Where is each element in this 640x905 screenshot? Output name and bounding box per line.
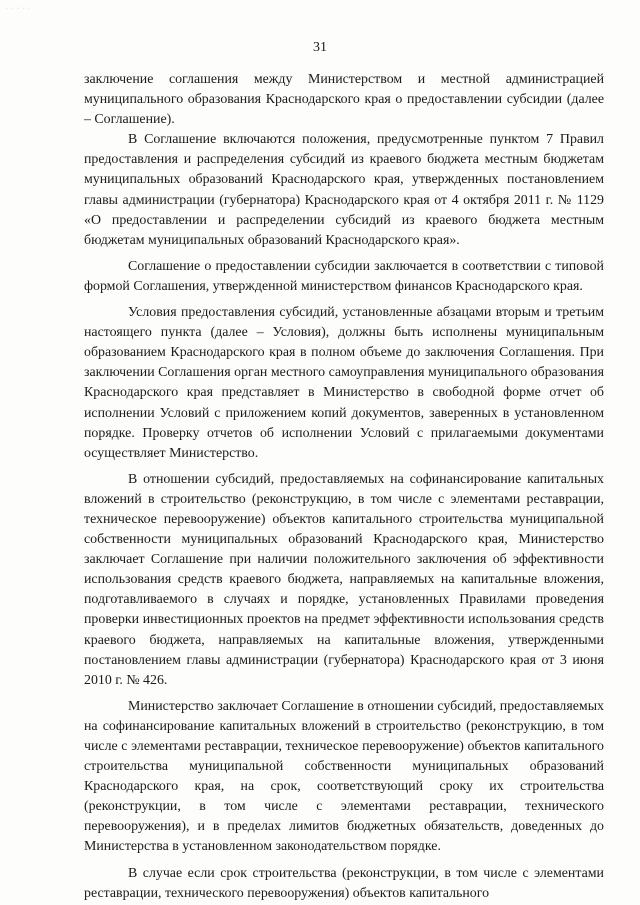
paragraph-7: В случае если срок строительства (реконструкции, в том числе с элементами реставрации, технического перевооружения) объектов капитального: [84, 865, 604, 901]
paragraph-6: Министерство заключает Соглашение в отношении субсидий, предоставляемых на софинансирование капитальных вложений в строительство (реконструкцию, в том числе с элементами реставрации, техническое перевооружение) объектов капитального строительства муниципальной собственности муниципальных образований Краснодарского края, на срок, соответствующий сроку их строительства (реконструкции, в том числе с элементами реставрации, технического перевооружения), и в пределах лимитов бюджетных обязательств, доведенных до Министерства в установленном законодательством порядке.: [84, 698, 604, 855]
paragraph-4: Условия предоставления субсидий, установленные абзацами вторым и третьим настоящего пункта (далее – Условия), должны быть исполнены муниципальным образованием Краснодарского края в полном объеме до заключения Соглашения. При заключении Соглашения орган местного самоуправления муниципального образования Краснодарского края представляет в Министерство в свободной форме отчет об исполнении Условий с приложением копий документов, заверенных в установленном порядке. Проверку отчетов об исполнении Условий с прилагаемыми документами осуществляет Министерство.: [84, 305, 604, 461]
paragraph-1: заключение соглашения между Министерством и местной администрацией муниципального образования Краснодарского края о предоставлении субсидии (далее – Соглашение).: [84, 72, 604, 128]
document-body: [84, 70, 604, 904]
paragraph-3: Соглашение о предоставлении субсидии заключается в соответствии с типовой формой Соглашения, утвержденной министерством финансов Краснодарского края.: [84, 258, 604, 294]
scan-corner-mark: · · · · ·: [6, 6, 31, 12]
paragraph-5: В отношении субсидий, предоставляемых на софинансирование капитальных вложений в строительство (реконструкцию, в том числе с элементами реставрации, техническое перевооружение) объектов капитального строительства муниципальной собственности муниципальных образований Краснодарского края, Министерство заключает Соглашение при наличии положительного заключения об эффективности использования средств краевого бюджета, направляемых на капитальные вложения, подготавливаемого в случаях и порядке, установленных Правилами проведения проверки инвестиционных проектов на предмет эффективности использования средств краевого бюджета, направляемых на капитальные вложения, утвержденными постановлением главы администрации (губернатора) Краснодарского края от 3 июня 2010 г. № 426.: [84, 471, 604, 688]
paragraph-2: В Соглашение включаются положения, предусмотренные пунктом 7 Правил предоставления и распределения субсидий из краевого бюджета местным бюджетам муниципальных образований Краснодарского края, утвержденных постановлением главы администрации (губернатора) Краснодарского края от 4 октября 2011 г. № 1129 «О предоставлении и распределении субсидий из краевого бюджета местным бюджетам муниципальных образований Краснодарского края».: [84, 132, 604, 248]
page-number: 31: [313, 40, 327, 55]
